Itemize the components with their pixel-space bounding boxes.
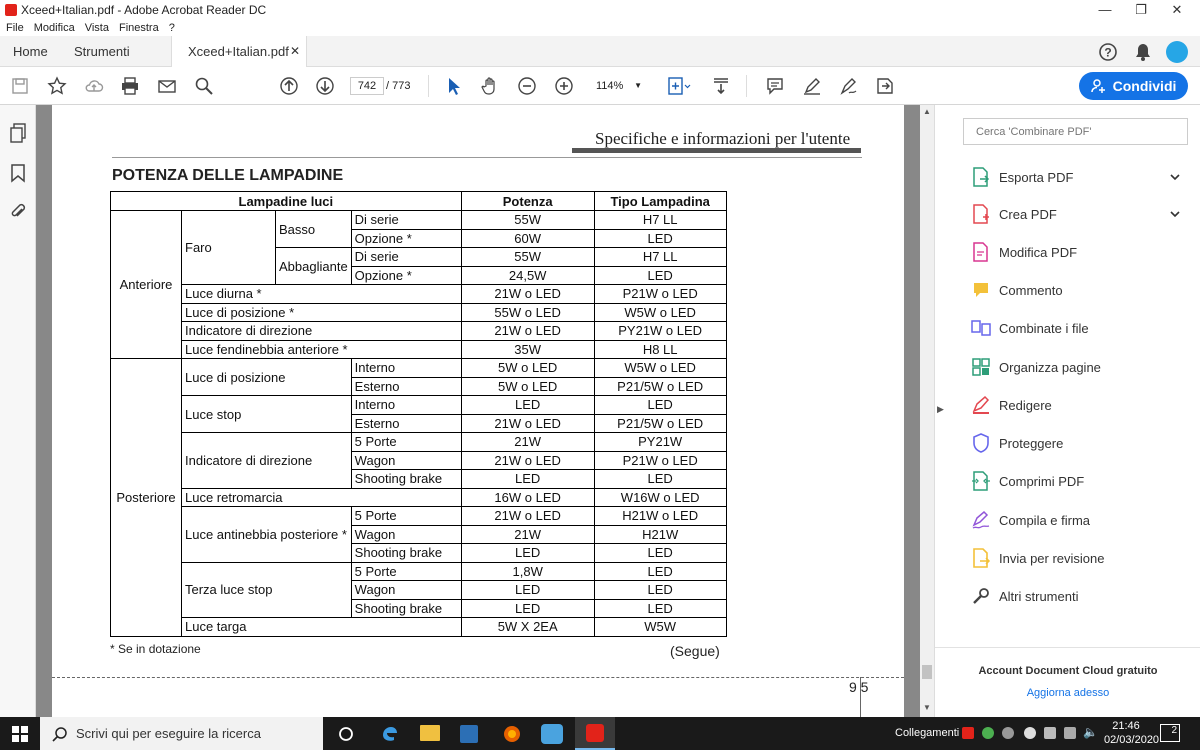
type-cell: P21W o LED [594,451,726,470]
power-cell: 21W o LED [461,414,594,433]
group-basso: Basso [276,211,352,248]
windows-taskbar [0,717,1200,750]
power-cell: 16W o LED [461,488,594,507]
svg-text:?: ? [1104,45,1112,60]
comment-icon[interactable] [764,75,786,97]
bookmark-icon[interactable] [10,163,26,188]
fit-page-icon[interactable] [665,75,693,97]
type-cell: W5W o LED [594,303,726,322]
compress-pdf-icon [971,471,991,491]
help-icon[interactable] [1098,42,1118,62]
type-cell: LED [594,396,726,415]
power-cell: 5W X 2EA [461,618,594,637]
tool-label: Commento [999,282,1063,298]
header-thin-rule [112,157,862,158]
scroll-mode-icon[interactable] [710,75,732,97]
type-cell: PY21W [594,433,726,452]
type-cell: H21W [594,525,726,544]
type-cell: LED [594,470,726,489]
select-cursor-icon[interactable] [443,75,465,97]
lamp-label: Indicatore di direzione [182,322,462,341]
power-cell: 55W [461,248,594,267]
page-thumbnails-icon[interactable] [9,123,27,148]
type-cell: LED [594,581,726,600]
table-header-row [111,192,727,211]
comment-icon [971,280,991,300]
combine-files-icon [971,318,991,338]
mail-icon[interactable] [156,75,178,97]
power-cell: 21W o LED [461,322,594,341]
organize-pages-icon [971,357,991,377]
continues-note: (Segue) [670,643,720,659]
sign-icon[interactable] [838,75,860,97]
table-row [111,285,727,304]
minimize-button[interactable]: — [1098,2,1112,17]
pdf-page [52,105,904,717]
tool-protect[interactable] [971,433,1063,453]
lamp-label: 5 Porte [351,562,461,581]
menu-modifica[interactable]: Modifica [33,21,75,34]
lamp-label: Luce diurna * [182,285,462,304]
tools-pane [934,105,1200,717]
clock-date: 02/03/2020 [1104,734,1160,746]
power-cell: 21W [461,433,594,452]
power-cell: 60W [461,229,594,248]
lamp-label: Luce targa [182,618,462,637]
acrobat-icon [586,724,604,742]
tab-document-label: Xceed+Italian.pdf [188,44,289,59]
tools-search-input[interactable] [963,118,1188,145]
lamp-label: Wagon [351,525,461,544]
type-cell: LED [594,544,726,563]
tool-label: Modifica PDF [999,244,1078,260]
power-cell: 35W [461,340,594,359]
power-cell: 21W [461,525,594,544]
send-review-icon [971,548,991,568]
table-row [111,562,727,581]
tab-tools[interactable]: Strumenti [74,44,130,59]
lamp-label: Luce di posizione * [182,303,462,322]
group-antinebbia-posteriore: Luce antinebbia posteriore * [182,507,352,563]
menu-file[interactable]: File [6,21,24,34]
menu-bar [0,19,1200,36]
type-cell: P21/5W o LED [594,377,726,396]
group-luce-stop: Luce stop [182,396,352,433]
share-button[interactable] [1079,72,1188,100]
tool-label: Proteggere [999,435,1064,451]
tab-bar [0,36,1200,67]
power-cell: 24,5W [461,266,594,285]
table-row [111,396,727,415]
chevron-down-icon: ▼ [634,81,642,90]
add-user-icon [1091,78,1107,94]
lamp-label: 5 Porte [351,433,461,452]
close-window-button[interactable]: ✕ [1171,2,1183,17]
lamp-label: Wagon [351,581,461,600]
group-indicatore-direzione: Indicatore di direzione [182,433,352,489]
lamp-label: Shooting brake [351,544,461,563]
lamp-label: Interno [351,396,461,415]
power-cell: 5W o LED [461,377,594,396]
notification-center-icon[interactable] [1160,724,1180,742]
type-cell: P21W o LED [594,285,726,304]
upgrade-link[interactable]: Aggiorna adesso [1026,687,1110,699]
col-header-power: Potenza [461,192,594,211]
lamp-label: Shooting brake [351,470,461,489]
star-icon[interactable] [46,75,68,97]
lamp-label: Wagon [351,451,461,470]
create-pdf-icon [971,204,991,224]
lamp-label: Shooting brake [351,599,461,618]
type-cell: H7 LL [594,211,726,230]
taskbar-search-box[interactable] [40,717,323,750]
type-cell: H21W o LED [594,507,726,526]
type-cell: W16W o LED [594,488,726,507]
power-cell: LED [461,599,594,618]
tool-edit-pdf[interactable] [971,242,1077,262]
tool-compress-pdf[interactable] [971,471,1084,491]
attachment-icon[interactable] [10,201,26,226]
tab-home[interactable]: Home [13,44,48,59]
fill-sign-icon [971,510,991,530]
bulb-power-table [110,191,727,637]
table-row [111,322,727,341]
panel-divider [935,647,1200,648]
lamp-label: Di serie [351,211,461,230]
type-cell: LED [594,599,726,618]
pen-icon[interactable] [801,75,823,97]
mail-app-icon[interactable] [541,724,563,744]
table-row [111,211,727,230]
firefox-icon[interactable] [502,724,522,749]
lamp-label: Di serie [351,248,461,267]
network-icon[interactable] [1064,727,1076,739]
save-icon[interactable] [9,75,31,97]
type-cell: W5W o LED [594,359,726,378]
tool-label: Combinate i file [999,320,1089,336]
avatar[interactable] [1166,41,1188,63]
tool-more-tools[interactable] [971,586,1078,606]
tool-label: Crea PDF [999,206,1057,222]
send-for-sign-icon[interactable] [874,75,896,97]
type-cell: LED [594,562,726,581]
power-cell: LED [461,396,594,415]
power-cell: 5W o LED [461,359,594,378]
bell-icon[interactable] [1133,42,1153,62]
tray-acrobat-icon[interactable] [962,727,974,739]
cortana-icon[interactable] [338,726,354,747]
zoom-level-dropdown[interactable] [590,77,646,95]
file-explorer-icon[interactable] [420,725,440,741]
power-cell: LED [461,544,594,563]
lamp-label: Luce fendinebbia anteriore * [182,340,462,359]
group-faro: Faro [182,211,276,285]
power-cell: LED [461,581,594,600]
windows-start-icon[interactable] [12,726,28,747]
edit-pdf-icon [971,242,991,262]
tool-create-pdf[interactable] [971,204,1057,224]
edge-icon[interactable] [380,724,400,749]
lamp-label: Luce retromarcia [182,488,462,507]
acrobat-taskbar-button[interactable] [575,717,615,750]
tool-label: Redigere [999,397,1052,413]
type-cell: PY21W o LED [594,322,726,341]
page-number-input[interactable]: 742 [350,77,384,95]
store-icon[interactable] [460,725,478,743]
tab-close-button[interactable]: ✕ [290,44,301,58]
tool-label: Esporta PDF [999,169,1074,185]
table-row [111,433,727,452]
page-up-icon[interactable] [278,75,300,97]
share-label: Condividi [1112,78,1177,94]
tool-organize-pages[interactable] [971,357,1101,377]
redact-icon [971,395,991,415]
menu-finestra[interactable]: Finestra [118,21,159,34]
power-cell: 55W o LED [461,303,594,322]
header-rule [572,148,861,153]
power-cell: 21W o LED [461,451,594,470]
tab-document[interactable] [171,36,307,67]
account-cloud-text: Account Document Cloud gratuito [978,665,1158,677]
hand-tool-icon[interactable] [479,75,501,97]
type-cell: W5W [594,618,726,637]
notification-count: 2 [1171,725,1177,736]
table-row [111,507,727,526]
export-pdf-icon [971,167,991,187]
tray-app-icon[interactable] [982,727,994,739]
zoom-out-icon[interactable] [516,75,538,97]
search-icon[interactable] [193,75,215,97]
type-cell: H7 LL [594,248,726,267]
group-anteriore: Anteriore [111,211,182,359]
taskbar-search-text: Scrivi qui per eseguire la ricerca [76,726,261,741]
footnote: * Se in dotazione [110,642,201,656]
col-header-type: Tipo Lampadina [594,192,726,211]
menu-vista[interactable]: Vista [84,21,109,34]
power-cell: 21W o LED [461,507,594,526]
zoom-level-value: 114% [596,80,624,92]
tray-app-icon[interactable] [1044,727,1056,739]
tray-app-icon[interactable] [1024,727,1036,739]
page-break-line [52,677,904,678]
scrollbar-thumb[interactable] [922,665,932,679]
tool-redact[interactable] [971,395,1052,415]
scroll-down-icon[interactable]: ▼ [923,703,931,712]
chevron-down-icon[interactable] [1169,207,1181,225]
group-terza-luce-stop: Terza luce stop [182,562,352,618]
tool-send-review[interactable] [971,548,1105,568]
menu-help[interactable]: ? [168,21,175,34]
tool-fill-sign[interactable] [971,510,1090,530]
shield-icon [971,433,991,453]
clock-time: 21:46 [1112,720,1140,732]
tool-label: Organizza pagine [999,359,1101,375]
tool-label: Altri strumenti [999,588,1079,604]
lamp-label: 5 Porte [351,507,461,526]
type-cell: LED [594,266,726,285]
lamp-label: Esterno [351,377,461,396]
page-header: Specifiche e informazioni per l'utente [595,129,851,148]
main-toolbar [0,67,1200,105]
cloud-upload-icon[interactable] [83,75,105,97]
table-row [111,340,727,359]
window-titlebar [0,0,1200,19]
type-cell: P21/5W o LED [594,414,726,433]
left-nav-panel [0,105,36,717]
table-row [111,488,727,507]
tool-label: Invia per revisione [999,550,1105,566]
power-cell: 55W [461,211,594,230]
power-cell: 21W o LED [461,285,594,304]
power-cell: LED [461,470,594,489]
col-header-lamps: Lampadine luci [111,192,462,211]
lamp-label: Opzione * [351,229,461,248]
lamp-label: Opzione * [351,266,461,285]
page-down-icon[interactable] [314,75,336,97]
group-posteriore: Posteriore [111,359,182,637]
lamp-label: Interno [351,359,461,378]
vertical-scrollbar[interactable] [920,105,934,717]
toolbar-divider [746,75,747,97]
zoom-in-icon[interactable] [553,75,575,97]
chevron-down-icon[interactable] [1169,170,1181,186]
power-cell: 1,8W [461,562,594,581]
page-number: 9 5 [849,679,869,695]
group-abbagliante: Abbagliante [276,248,352,285]
acrobat-app-icon [5,4,17,16]
scroll-up-icon[interactable]: ▲ [923,107,931,116]
print-icon[interactable] [119,75,141,97]
tool-label: Compila e firma [999,512,1091,528]
lamp-label: Esterno [351,414,461,433]
toolbar-divider [428,75,429,97]
tray-app-icon[interactable] [1002,727,1014,739]
tool-combine-files[interactable] [971,318,1089,338]
network-label[interactable]: Collegamenti [895,727,960,739]
tool-export-pdf[interactable] [971,167,1073,187]
type-cell: LED [594,229,726,248]
tool-comment[interactable] [971,280,1063,300]
section-title: POTENZA DELLE LAMPADINE [112,167,344,184]
table-row [111,618,727,637]
group-luce-posizione: Luce di posizione [182,359,352,396]
search-icon [52,726,68,742]
wrench-icon [971,586,991,606]
restore-button[interactable]: ❐ [1135,2,1147,17]
clock[interactable] [1104,719,1160,747]
type-cell: H8 LL [594,340,726,359]
tool-label: Comprimi PDF [999,473,1085,489]
volume-icon[interactable]: 🔈 [1083,725,1098,739]
page-total: / 773 [386,80,411,92]
collapse-right-icon[interactable]: ▶ [937,404,944,414]
table-row [111,303,727,322]
document-viewport [36,105,920,717]
table-row [111,359,727,378]
window-title: Xceed+Italian.pdf - Adobe Acrobat Reader DC [21,2,267,17]
